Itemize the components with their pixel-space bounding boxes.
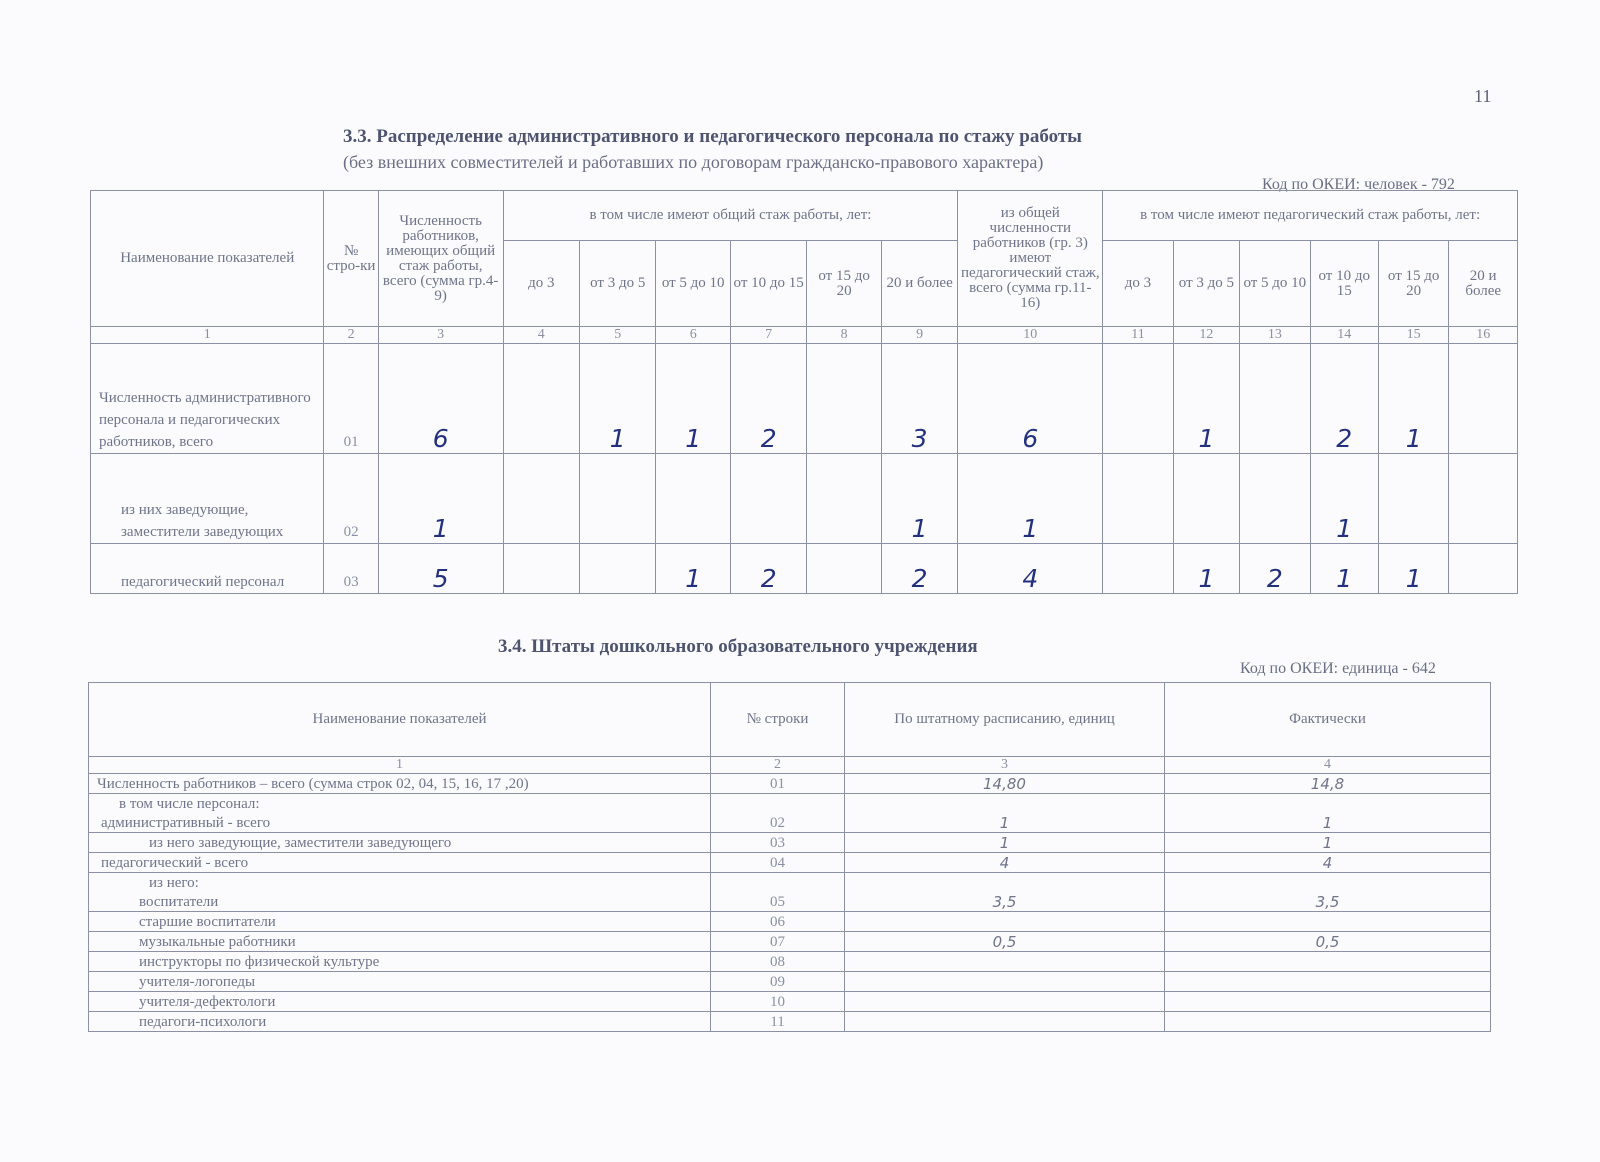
header-ped-range: от 3 до 5: [1173, 241, 1239, 327]
row-code: 10: [711, 992, 845, 1012]
row-code: 05: [711, 892, 845, 912]
row-code: 09: [711, 972, 845, 992]
value-cell: [580, 454, 656, 544]
row-name: воспитатели: [89, 892, 711, 912]
staff-value: 1: [845, 813, 1165, 833]
row-name: педагогический - всего: [89, 853, 711, 873]
row-code: 03: [711, 833, 845, 853]
value-cell: [1240, 454, 1310, 544]
staff-value: [845, 794, 1165, 814]
value-cell: [730, 454, 806, 544]
header-range: от 5 до 10: [656, 241, 730, 327]
value-cell: 1: [1378, 544, 1448, 594]
table-row: [89, 992, 1491, 1012]
value-cell: [807, 454, 881, 544]
header-general-experience: в том числе имеют общий стаж работы, лет:: [503, 191, 958, 241]
value-cell: [1103, 344, 1173, 454]
row-code: [711, 873, 845, 893]
header-pedagogical-experience: в том числе имеют педагогический стаж работы, лет:: [1103, 191, 1518, 241]
staffing-table: [88, 682, 1491, 1032]
value-cell: 5: [378, 544, 503, 594]
staff-value: [845, 952, 1165, 972]
staff-value: 14,80: [845, 774, 1165, 794]
staff-value: [845, 972, 1165, 992]
column-number: 13: [1240, 327, 1310, 344]
column-number: 3: [845, 757, 1165, 774]
staff-value: [845, 992, 1165, 1012]
actual-value: [1165, 972, 1491, 992]
row-code: [711, 794, 845, 814]
header-name: Наименование показателей: [89, 683, 711, 757]
value-cell: 1: [1310, 544, 1378, 594]
row-name: из него заведующие, заместители заведующего: [89, 833, 711, 853]
column-number: 5: [580, 327, 656, 344]
column-numbers-row: [89, 757, 1491, 774]
header-ped-range: от 5 до 10: [1240, 241, 1310, 327]
value-cell: 2: [730, 544, 806, 594]
staff-value: 3,5: [845, 892, 1165, 912]
value-cell: 2: [1310, 344, 1378, 454]
section-title-3-3: 3.3. Распределение административного и педагогического персонала по стажу работы: [343, 126, 1083, 147]
header-total: Численность работников, имеющих общий стаж работы, всего (сумма гр.4-9): [378, 191, 503, 327]
header-staff-schedule: По штатному расписанию, единиц: [845, 683, 1165, 757]
table-row: [89, 774, 1491, 794]
value-cell: 6: [958, 344, 1103, 454]
staff-experience-table: [90, 190, 1518, 594]
column-number: 15: [1378, 327, 1448, 344]
table-row: [89, 912, 1491, 932]
value-cell: [1103, 544, 1173, 594]
section-title-3-4: 3.4. Штаты дошкольного образовательного учреждения: [498, 636, 978, 657]
value-cell: 1: [656, 344, 730, 454]
header-range: от 3 до 5: [580, 241, 656, 327]
row-name: старшие воспитатели: [89, 912, 711, 932]
header-ped-range: до 3: [1103, 241, 1173, 327]
okei-code-3-3: Код по ОКЕИ: человек - 792: [1262, 176, 1455, 193]
row-code: 02: [711, 813, 845, 833]
header-row-number: № стро-ки: [324, 191, 378, 327]
column-number: 12: [1173, 327, 1239, 344]
table-row: [89, 972, 1491, 992]
value-cell: 2: [730, 344, 806, 454]
table-row: [89, 952, 1491, 972]
value-cell: [1240, 344, 1310, 454]
row-name: учителя-дефектологи: [89, 992, 711, 1012]
section-subtitle-3-3: (без внешних совместителей и работавших по договорам гражданско-правового характера): [343, 152, 1044, 172]
column-number: 1: [91, 327, 324, 344]
column-number: 6: [656, 327, 730, 344]
row-code: 06: [711, 912, 845, 932]
actual-value: 4: [1165, 853, 1491, 873]
column-number: 9: [881, 327, 958, 344]
actual-value: 3,5: [1165, 892, 1491, 912]
row-code: 04: [711, 853, 845, 873]
value-cell: [503, 454, 579, 544]
table-row: [89, 794, 1491, 814]
value-cell: 1: [378, 454, 503, 544]
value-cell: 1: [1378, 344, 1448, 454]
staff-value: 1: [845, 833, 1165, 853]
page-number: 11: [1474, 86, 1492, 106]
table-row: [89, 813, 1491, 833]
row-code: 07: [711, 932, 845, 952]
value-cell: 2: [881, 544, 958, 594]
header-actual: Фактически: [1165, 683, 1491, 757]
row-name: педагоги-психологи: [89, 1012, 711, 1032]
header-range: от 15 до 20: [807, 241, 881, 327]
value-cell: [1173, 454, 1239, 544]
table-row: [89, 1012, 1491, 1032]
header-range: 20 и более: [881, 241, 958, 327]
value-cell: 1: [580, 344, 656, 454]
value-cell: 1: [1173, 344, 1239, 454]
header-range: от 10 до 15: [730, 241, 806, 327]
row-name: из него:: [89, 873, 711, 893]
value-cell: [503, 344, 579, 454]
value-cell: 1: [1173, 544, 1239, 594]
row-code: 02: [324, 454, 378, 544]
staff-value: 4: [845, 853, 1165, 873]
staff-value: [845, 873, 1165, 893]
actual-value: [1165, 794, 1491, 814]
okei-code-3-4: Код по ОКЕИ: единица - 642: [1240, 660, 1436, 677]
value-cell: [1449, 454, 1518, 544]
row-code: 11: [711, 1012, 845, 1032]
value-cell: 6: [378, 344, 503, 454]
column-number: 11: [1103, 327, 1173, 344]
staff-value: [845, 912, 1165, 932]
staff-value: [845, 1012, 1165, 1032]
column-number: 4: [1165, 757, 1491, 774]
row-name: педагогический персонал: [91, 544, 324, 594]
value-cell: [656, 454, 730, 544]
header-ped-range: от 15 до 20: [1378, 241, 1448, 327]
row-code: 01: [324, 344, 378, 454]
row-name: Численность административного персонала и педагогических работников, всего: [91, 344, 324, 454]
column-number: 4: [503, 327, 579, 344]
row-name: инструкторы по физической культуре: [89, 952, 711, 972]
header-row-number: № строки: [711, 683, 845, 757]
header-name: Наименование показателей: [91, 191, 324, 327]
row-name: в том числе персонал:: [89, 794, 711, 814]
column-numbers-row: [91, 327, 1518, 344]
row-name: музыкальные работники: [89, 932, 711, 952]
column-number: 10: [958, 327, 1103, 344]
value-cell: [1449, 544, 1518, 594]
table-row: [91, 344, 1518, 454]
row-code: 08: [711, 952, 845, 972]
actual-value: 1: [1165, 813, 1491, 833]
value-cell: 3: [881, 344, 958, 454]
value-cell: [580, 544, 656, 594]
table-row: [89, 892, 1491, 912]
actual-value: [1165, 1012, 1491, 1032]
table-row: [89, 932, 1491, 952]
column-number: 8: [807, 327, 881, 344]
value-cell: 4: [958, 544, 1103, 594]
row-name: административный - всего: [89, 813, 711, 833]
header-ped-range: 20 и более: [1449, 241, 1518, 327]
value-cell: [1378, 454, 1448, 544]
column-number: 2: [324, 327, 378, 344]
value-cell: [807, 344, 881, 454]
row-name: Численность работников – всего (сумма строк 02, 04, 15, 16, 17 ,20): [89, 774, 711, 794]
column-number: 16: [1449, 327, 1518, 344]
table-row: [91, 544, 1518, 594]
value-cell: [1449, 344, 1518, 454]
column-number: 3: [378, 327, 503, 344]
table-row: [89, 833, 1491, 853]
actual-value: [1165, 873, 1491, 893]
value-cell: [1103, 454, 1173, 544]
row-name: учителя-логопеды: [89, 972, 711, 992]
column-number: 14: [1310, 327, 1378, 344]
header-pedagogical-total: из общей численности работников (гр. 3) имеют педагогический стаж, всего (сумма гр.11-16): [958, 191, 1103, 327]
table-row: [89, 853, 1491, 873]
actual-value: 14,8: [1165, 774, 1491, 794]
row-name: из них заведующие, заместители заведующих: [91, 454, 324, 544]
actual-value: [1165, 952, 1491, 972]
row-code: 01: [711, 774, 845, 794]
column-number: 1: [89, 757, 711, 774]
value-cell: 1: [1310, 454, 1378, 544]
column-number: 2: [711, 757, 845, 774]
actual-value: [1165, 912, 1491, 932]
value-cell: [807, 544, 881, 594]
actual-value: 1: [1165, 833, 1491, 853]
staff-value: 0,5: [845, 932, 1165, 952]
row-code: 03: [324, 544, 378, 594]
header-range: до 3: [503, 241, 579, 327]
value-cell: [503, 544, 579, 594]
value-cell: 1: [958, 454, 1103, 544]
actual-value: 0,5: [1165, 932, 1491, 952]
actual-value: [1165, 992, 1491, 1012]
table-row: [89, 873, 1491, 893]
value-cell: 1: [656, 544, 730, 594]
value-cell: 1: [881, 454, 958, 544]
header-ped-range: от 10 до 15: [1310, 241, 1378, 327]
column-number: 7: [730, 327, 806, 344]
value-cell: 2: [1240, 544, 1310, 594]
table-row: [91, 454, 1518, 544]
